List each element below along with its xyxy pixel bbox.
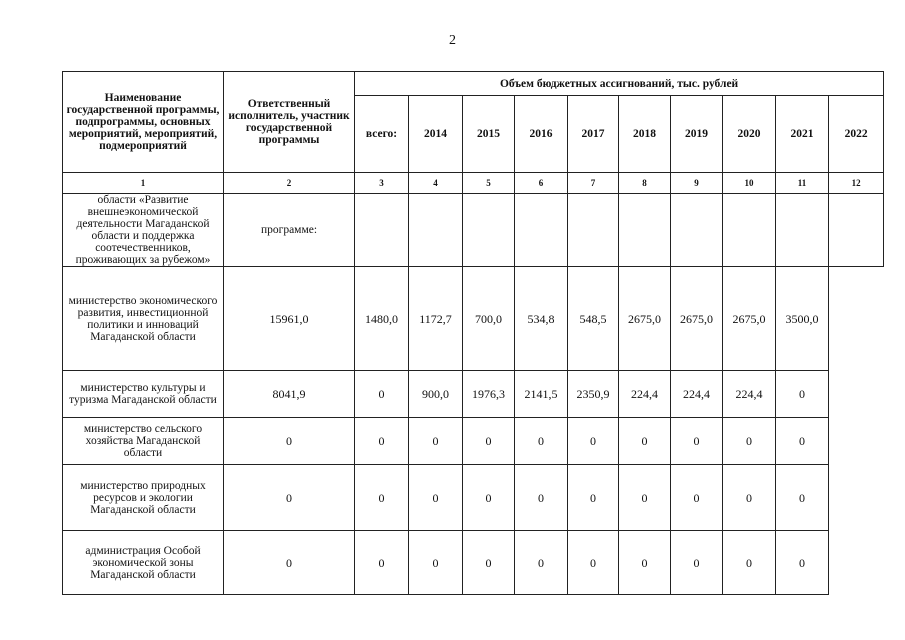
header-budget-col: 2016 [515, 96, 568, 173]
header-name: Наименование государственной программы, подпрограммы, основных мероприятий, мероприятий, подмероприятий [63, 72, 224, 173]
value-cell: 0 [515, 465, 568, 531]
value-cell: 224,4 [723, 371, 776, 418]
value-cell: 8041,9 [224, 371, 355, 418]
value-cell: 0 [723, 531, 776, 595]
header-budget-col: 2021 [776, 96, 829, 173]
empty-cell [829, 194, 884, 267]
header-budget-col: 2014 [409, 96, 463, 173]
value-cell: 0 [409, 465, 463, 531]
empty-cell [671, 194, 723, 267]
empty-cell [463, 194, 515, 267]
empty-cell [619, 194, 671, 267]
responsible-cell: министерство природных ресурсов и экологии Магаданской области [63, 465, 224, 531]
value-cell: 548,5 [568, 267, 619, 371]
value-cell: 0 [224, 531, 355, 595]
value-cell: 0 [671, 465, 723, 531]
value-cell: 0 [723, 465, 776, 531]
value-cell: 224,4 [619, 371, 671, 418]
column-numbers-row [63, 173, 884, 194]
value-cell: 15961,0 [224, 267, 355, 371]
value-cell: 2675,0 [723, 267, 776, 371]
budget-table [62, 71, 884, 595]
value-cell: 2141,5 [515, 371, 568, 418]
table-row [63, 465, 884, 531]
value-cell: 534,8 [515, 267, 568, 371]
value-cell: 2675,0 [671, 267, 723, 371]
column-number-cell: 9 [671, 173, 723, 194]
value-cell: 0 [224, 465, 355, 531]
value-cell: 0 [409, 531, 463, 595]
column-number-cell: 1 [63, 173, 224, 194]
value-cell: 0 [568, 418, 619, 465]
value-cell: 224,4 [671, 371, 723, 418]
value-cell: 0 [619, 418, 671, 465]
value-cell: 0 [355, 418, 409, 465]
table-row [63, 531, 884, 595]
table-row [63, 418, 884, 465]
value-cell: 0 [776, 531, 829, 595]
table-row [63, 267, 884, 371]
responsible-cell: министерство культуры и туризма Магаданской области [63, 371, 224, 418]
header-budget-col: 2022 [829, 96, 884, 173]
value-cell: 700,0 [463, 267, 515, 371]
empty-cell [568, 194, 619, 267]
column-number-cell: 11 [776, 173, 829, 194]
value-cell: 1480,0 [355, 267, 409, 371]
header-budget-group: Объем бюджетных ассигнований, тыс. рублей [355, 72, 884, 96]
value-cell: 0 [568, 465, 619, 531]
column-number-cell: 12 [829, 173, 884, 194]
responsible-cell: администрация Особой экономической зоны Магаданской области [63, 531, 224, 595]
value-cell: 1976,3 [463, 371, 515, 418]
value-cell: 0 [515, 418, 568, 465]
value-cell: 0 [515, 531, 568, 595]
value-cell: 0 [224, 418, 355, 465]
value-cell: 0 [776, 371, 829, 418]
value-cell: 0 [355, 371, 409, 418]
value-cell: 0 [409, 418, 463, 465]
empty-cell [723, 194, 776, 267]
column-number-cell: 4 [409, 173, 463, 194]
column-number-cell: 7 [568, 173, 619, 194]
empty-cell [409, 194, 463, 267]
table-row-program [63, 194, 884, 267]
table-row [63, 371, 884, 418]
value-cell: 1172,7 [409, 267, 463, 371]
header-responsible: Ответственный исполнитель, участник государственной программы [224, 72, 355, 173]
value-cell: 0 [463, 465, 515, 531]
header-row-top [63, 72, 884, 96]
value-cell: 2350,9 [568, 371, 619, 418]
value-cell: 0 [776, 418, 829, 465]
empty-cell [355, 194, 409, 267]
value-cell: 0 [723, 418, 776, 465]
header-budget-col: 2018 [619, 96, 671, 173]
value-cell: 0 [463, 418, 515, 465]
column-number-cell: 5 [463, 173, 515, 194]
value-cell: 2675,0 [619, 267, 671, 371]
header-budget-col: всего: [355, 96, 409, 173]
value-cell: 0 [463, 531, 515, 595]
column-number-cell: 3 [355, 173, 409, 194]
program-name-cell: области «Развитие внешнеэкономической деятельности Магаданской области и поддержка соотечественников, проживающих за рубежом» [63, 194, 224, 267]
header-budget-col: 2020 [723, 96, 776, 173]
empty-cell [515, 194, 568, 267]
header-budget-col: 2019 [671, 96, 723, 173]
header-budget-col: 2015 [463, 96, 515, 173]
value-cell: 3500,0 [776, 267, 829, 371]
header-budget-col: 2017 [568, 96, 619, 173]
value-cell: 0 [568, 531, 619, 595]
page-number: 2 [449, 33, 456, 48]
value-cell: 900,0 [409, 371, 463, 418]
value-cell: 0 [355, 531, 409, 595]
value-cell: 0 [671, 531, 723, 595]
responsible-cell: министерство сельского хозяйства Магаданской области [63, 418, 224, 465]
value-cell: 0 [619, 531, 671, 595]
column-number-cell: 8 [619, 173, 671, 194]
column-number-cell: 10 [723, 173, 776, 194]
column-number-cell: 6 [515, 173, 568, 194]
value-cell: 0 [619, 465, 671, 531]
responsible-cell: министерство экономического развития, инвестиционной политики и инноваций Магаданской области [63, 267, 224, 371]
value-cell: 0 [671, 418, 723, 465]
value-cell: 0 [355, 465, 409, 531]
column-number-cell: 2 [224, 173, 355, 194]
empty-cell [776, 194, 829, 267]
value-cell: 0 [776, 465, 829, 531]
program-label: программе: [224, 194, 355, 267]
